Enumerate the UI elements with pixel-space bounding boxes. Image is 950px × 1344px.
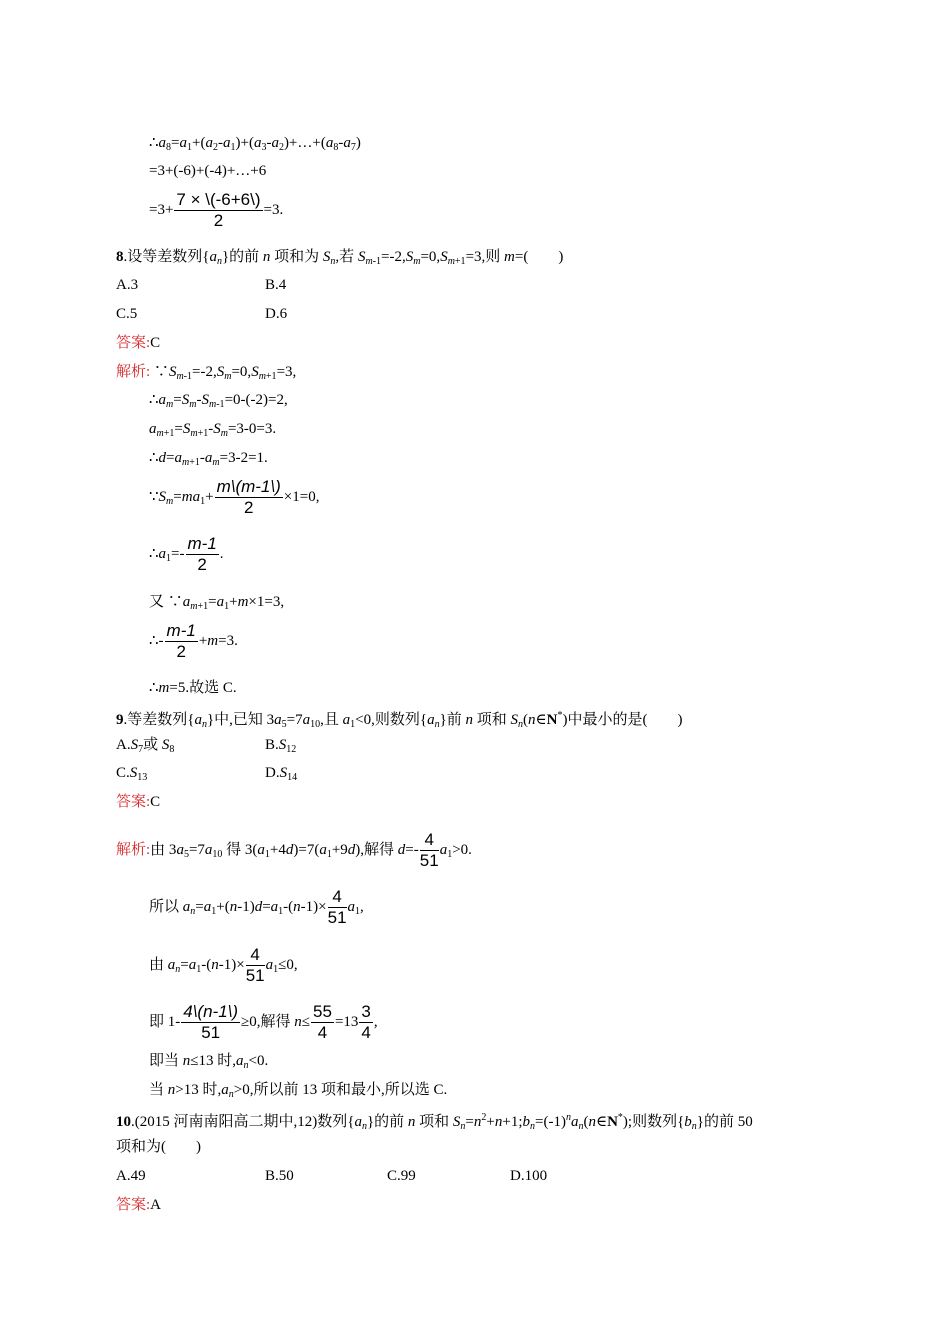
q8-option-d: D.6 — [265, 306, 288, 322]
q8-analysis-7: 又 $\because a_{m+1}=a_1+m\times 1=3$, — [149, 594, 285, 612]
fraction: $\frac{4}{51}$ — [327, 887, 347, 927]
fraction: $\frac{55}{4}$ — [313, 1002, 332, 1042]
q10-option-d: D.100 — [510, 1168, 548, 1184]
q9-analysis-6: 当 n>13 时$,a_n>0$,所以前 13 项和最小,所以选 C. — [149, 1082, 448, 1100]
q8-analysis-4: $\therefore d=a_{m+1}-a_m=3-2=1$. — [149, 450, 268, 468]
fraction: $\frac{3}{4}$ — [361, 1002, 371, 1042]
q9-analysis-1: 解析:由 $3a_5=7a_{10}$ 得 $3(a_1+4d)=7(a_1+9d)$,解得 d=- $\frac{4}{51}$ $a_1>0$. — [116, 830, 472, 870]
q8-option-b: B.4 — [265, 277, 287, 293]
q10-option-b: B.50 — [265, 1168, 294, 1184]
fraction: $\frac{m-1}{2}$ — [166, 621, 196, 661]
q8-stem: 8.设等差数列$\{a_n\}$的前 n 项和为 $S_n$,若 $S_{m-1}=-2,S_m=0,S_{m+1}=3$,则 m=( ) — [116, 249, 564, 267]
q10-answer: 答案:A — [116, 1197, 162, 1213]
q9-option-c: $C.S_{13}$ — [116, 765, 148, 783]
q9-option-a: $A.S_7$或 $S_8$ — [116, 737, 175, 755]
q8-analysis-1: 解析: $\because S_{m-1}=-2,S_m=0,S_{m+1}=3$, — [116, 364, 297, 382]
q8-analysis-2: $\therefore a_m=S_m-S_{m-1}=0-(-2)=2$, — [149, 392, 288, 410]
q8-analysis-8: ∴- $\frac{m-1}{2}$ +m=3. — [149, 621, 238, 661]
q7-step-2: =3+(-6)+(-4)+…+6 — [149, 163, 267, 179]
q8-option-c: C.5 — [116, 306, 138, 322]
q8-answer: 答案:C — [116, 335, 161, 351]
q9-stem: 9.等差数列$\{a_n\}$中,已知 $3a_5=7a_{10}$,且 $a_1<0$,则数列$\{a_n\}$前 n 项和 $S_n(n\in N^*)$中最小的是( ) — [116, 710, 683, 730]
q10-stem-line1: 10.(2015 河南南阳高二期中,12)数列$\{a_n\}$的前 n 项和 $S_n=n^2+n+1;b_n=(-1)^na_n(n\in N^*)$;则数列$\{b_n\}$的前 50 — [116, 1112, 753, 1132]
q7-step-1: $\therefore a_8=a_1+(a_2-a_1)+(a_3-a_2)+\dots+(a_8-a_7)$ — [149, 135, 361, 153]
q10-stem-line2: 项和为( ) — [116, 1139, 201, 1155]
q8-analysis-3: $a_{m+1}=S_{m+1}-S_m=3-0=3$. — [149, 421, 277, 439]
q7-step-3: =3+ $\frac{7 \times \backslash(-6+6\backslash)}{2}$ =3. — [149, 190, 284, 230]
q8-analysis-6: $\therefore a_1=-$ $\frac{m-1}{2}$ . — [149, 534, 224, 574]
q9-analysis-2: 所以 $a_n=a_1+(n-1)d=a_1-(n-1)\times$ $\frac{4}{51}$ $a_1$, — [149, 887, 364, 927]
fraction: $\frac{m-1}{2}$ — [187, 534, 217, 574]
q9-analysis-5: 即当 n≤13 时$,a_n<0$. — [149, 1053, 269, 1071]
fraction: $\frac{7 \times \backslash(-6+6\backslash)}{2}$ — [176, 190, 261, 230]
q8-analysis-5: $\because S_m=ma_1+$ $\frac{m\backslash(m-1\backslash)}{2}$ ×1=0, — [149, 477, 320, 517]
q9-answer: 答案:C — [116, 794, 161, 810]
fraction: $\frac{4\backslash(n-1\backslash)}{51}$ — [183, 1002, 239, 1042]
q8-option-a: A.3 — [116, 277, 139, 293]
q10-option-a: A.49 — [116, 1168, 146, 1184]
q9-option-b: $B.S_{12}$ — [265, 737, 297, 755]
fraction: $\frac{4}{51}$ — [245, 945, 265, 985]
q10-option-c: C.99 — [387, 1168, 416, 1184]
q9-analysis-3: 由 $a_n=a_1-(n-1)\times$ $\frac{4}{51}$ $a_1\le 0$, — [149, 945, 298, 985]
fraction: $\frac{m\backslash(m-1\backslash)}{2}$ — [216, 477, 281, 517]
fraction: $\frac{4}{51}$ — [419, 830, 439, 870]
q9-option-d: $D.S_{14}$ — [265, 765, 298, 783]
q9-analysis-4: 即 1- $\frac{4\backslash(n-1\backslash)}{51}$ ≥0,解得 n≤ $\frac{55}{4}$ =13 $\frac{3}{4}$ , — [149, 1002, 378, 1042]
q8-analysis-9: ∴m=5.故选 C. — [149, 680, 237, 696]
